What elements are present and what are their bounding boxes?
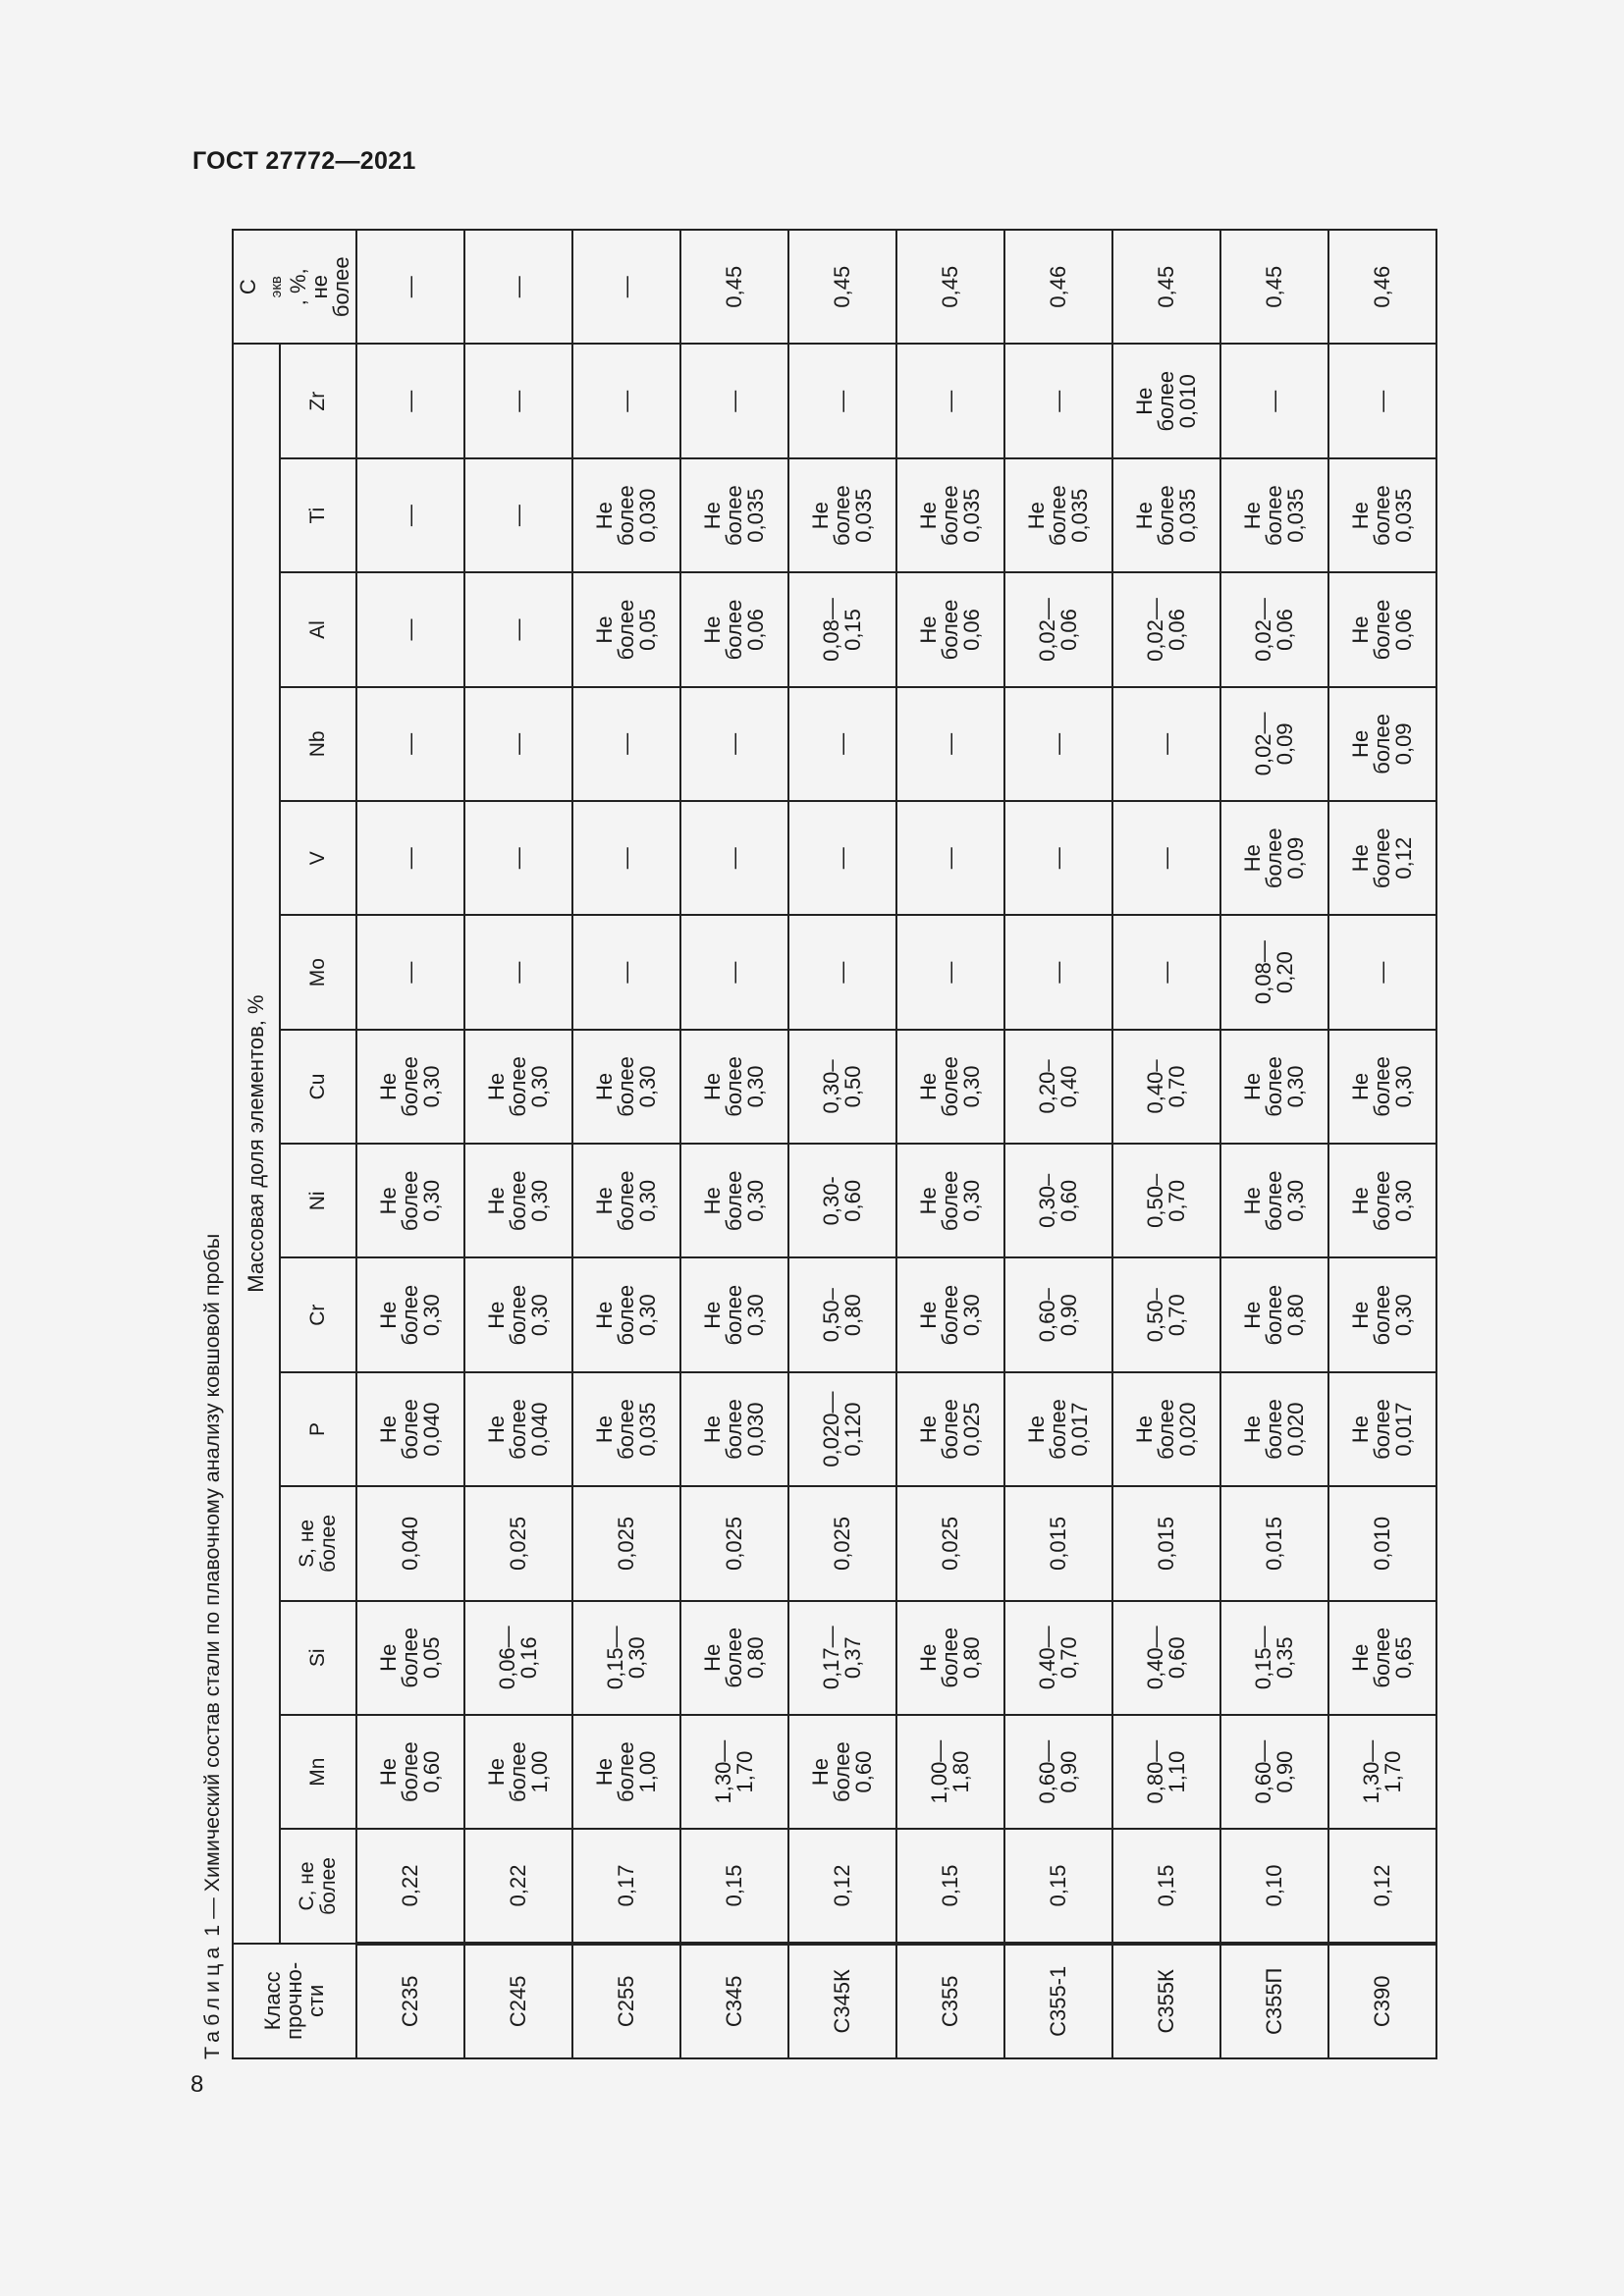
table-cell: Не более 0,30	[680, 1030, 788, 1144]
table-cell: Не более 0,035	[1328, 458, 1436, 572]
table-cell: 0,02— 0,09	[1220, 687, 1328, 801]
table-cell: 1,30— 1,70	[680, 1715, 788, 1829]
table-cell: 0,60— 0,90	[1004, 1715, 1112, 1829]
table-cell: Не более 0,30	[1328, 1030, 1436, 1144]
rotated-table-block	[200, 229, 1428, 2059]
table-cell: —	[356, 572, 464, 686]
chemical-composition-table	[232, 229, 1437, 2059]
table-cell: 0,025	[896, 1486, 1004, 1600]
steel-class-cell: С355	[896, 1944, 1004, 2058]
table-cell: 0,60– 0,90	[1004, 1257, 1112, 1371]
table-cell: 0,30– 0,50	[788, 1030, 896, 1144]
table-cell: Не более 0,06	[680, 572, 788, 686]
table-cell: 0,040	[356, 1486, 464, 1600]
table-cell: 0,15	[896, 1829, 1004, 1943]
table-row	[464, 230, 572, 2058]
table-cell: Не более 0,80	[1220, 1257, 1328, 1371]
table-cell: Не более 0,035	[788, 458, 896, 572]
table-cell: 0,015	[1112, 1486, 1220, 1600]
table-cell: —	[896, 801, 1004, 915]
column-group-mass-fraction: Массовая доля элементов, %	[233, 344, 280, 1943]
table-cell: Не более 0,035	[680, 458, 788, 572]
table-cell: 0,015	[1004, 1486, 1112, 1600]
table-cell: 0,02— 0,06	[1220, 572, 1328, 686]
column-header-p: P	[280, 1372, 356, 1486]
column-header-ceq: С $_{экв}$ , %, не более	[233, 230, 356, 344]
table-cell: —	[1328, 344, 1436, 458]
table-cell: Не более 0,60	[788, 1715, 896, 1829]
table-cell: 0,46	[1328, 230, 1436, 344]
table-cell: —	[1004, 915, 1112, 1029]
page-number: 8	[190, 2071, 204, 2098]
table-cell: 0,22	[464, 1829, 572, 1943]
table-cell: —	[464, 458, 572, 572]
table-cell: 1,30— 1,70	[1328, 1715, 1436, 1829]
table-cell: Не более 0,035	[1112, 458, 1220, 572]
table-cell: —	[788, 344, 896, 458]
table-cell: 0,60— 0,90	[1220, 1715, 1328, 1829]
table-cell: Не более 0,035	[1220, 458, 1328, 572]
steel-class-cell: С355П	[1220, 1944, 1328, 2058]
column-header-cu: Cu	[280, 1030, 356, 1144]
table-cell: Не более 0,040	[464, 1372, 572, 1486]
table-cell: Не более 0,30	[572, 1030, 680, 1144]
table-cell: Не более 0,30	[464, 1144, 572, 1257]
table-cell: 0,46	[1004, 230, 1112, 344]
table-cell: 0,30- 0,60	[788, 1144, 896, 1257]
table-cell: —	[1112, 915, 1220, 1029]
table-cell: Не более 0,040	[356, 1372, 464, 1486]
table-cell: 1,00— 1,80	[896, 1715, 1004, 1829]
table-cell: 0,025	[788, 1486, 896, 1600]
table-cell: Не более 1,00	[572, 1715, 680, 1829]
table-cell: —	[680, 687, 788, 801]
table-cell: Не более 0,020	[1220, 1372, 1328, 1486]
table-cell: 0,025	[572, 1486, 680, 1600]
table-cell: —	[356, 344, 464, 458]
table-cell: —	[1220, 344, 1328, 458]
table-cell: Не более 0,010	[1112, 344, 1220, 458]
column-header-s: S, не более	[280, 1486, 356, 1600]
table-cell: —	[356, 230, 464, 344]
steel-class-cell: С255	[572, 1944, 680, 2058]
table-cell: 0,80— 1,10	[1112, 1715, 1220, 1829]
document-header: ГОСТ 27772—2021	[192, 147, 416, 175]
table-cell: Не более 0,30	[464, 1030, 572, 1144]
table-cell: 0,20– 0,40	[1004, 1030, 1112, 1144]
table-row	[896, 230, 1004, 2058]
table-cell: —	[1112, 801, 1220, 915]
table-cell: 0,17— 0,37	[788, 1601, 896, 1715]
column-header-ni: Ni	[280, 1144, 356, 1257]
table-cell: Не более 0,06	[1328, 572, 1436, 686]
table-cell: Не более 0,30	[896, 1257, 1004, 1371]
table-cell: Не более 0,030	[680, 1372, 788, 1486]
table-cell: 0,45	[896, 230, 1004, 344]
table-cell: 0,08— 0,15	[788, 572, 896, 686]
column-header-si: Si	[280, 1601, 356, 1715]
table-row	[1328, 230, 1436, 2058]
table-cell: Не более 0,12	[1328, 801, 1436, 915]
table-cell: —	[680, 915, 788, 1029]
table-cell: Не более 0,017	[1328, 1372, 1436, 1486]
table-cell: 0,40— 0,70	[1004, 1601, 1112, 1715]
table-cell: Не более 0,30	[680, 1257, 788, 1371]
table-cell: —	[1004, 801, 1112, 915]
table-cell: —	[356, 458, 464, 572]
table-cell: Не более 0,30	[356, 1030, 464, 1144]
table-cell: Не более 0,017	[1004, 1372, 1112, 1486]
table-cell: —	[572, 801, 680, 915]
table-cell: —	[896, 915, 1004, 1029]
column-header-class: Класс прочно- сти	[233, 1944, 356, 2058]
table-cell: 0,15	[680, 1829, 788, 1943]
table-cell: 0,17	[572, 1829, 680, 1943]
table-cell: —	[788, 687, 896, 801]
table-cell: 0,15— 0,30	[572, 1601, 680, 1715]
column-header-mo: Mo	[280, 915, 356, 1029]
table-cell: 0,015	[1220, 1486, 1328, 1600]
table-caption	[200, 1234, 225, 2059]
table-cell: 0,10	[1220, 1829, 1328, 1943]
column-header-zr: Zr	[280, 344, 356, 458]
table-row	[680, 230, 788, 2058]
table-cell: Не более 0,025	[896, 1372, 1004, 1486]
table-cell: Не более 0,30	[1220, 1144, 1328, 1257]
table-cell: 0,020— 0,120	[788, 1372, 896, 1486]
table-cell: 0,40– 0,70	[1112, 1030, 1220, 1144]
steel-class-cell: С345	[680, 1944, 788, 2058]
table-cell: —	[788, 915, 896, 1029]
table-cell: —	[356, 915, 464, 1029]
table-cell: Не более 0,09	[1220, 801, 1328, 915]
table-cell: 0,15	[1112, 1829, 1220, 1943]
table-cell: Не более 0,80	[896, 1601, 1004, 1715]
column-header-cr: Cr	[280, 1257, 356, 1371]
table-row	[572, 230, 680, 2058]
steel-class-cell: С235	[356, 1944, 464, 2058]
table-cell: 0,45	[680, 230, 788, 344]
column-header-mn: Mn	[280, 1715, 356, 1829]
table-row	[788, 230, 896, 2058]
table-cell: 0,02— 0,06	[1112, 572, 1220, 686]
table-cell: Не более 0,035	[1004, 458, 1112, 572]
table-cell: Не более 0,05	[356, 1601, 464, 1715]
table-cell: Не более 0,09	[1328, 687, 1436, 801]
table-row	[1004, 230, 1112, 2058]
table-cell: Не более 0,30	[356, 1144, 464, 1257]
steel-class-cell: С390	[1328, 1944, 1436, 2058]
table-cell: Не более 0,80	[680, 1601, 788, 1715]
table-cell: 0,15	[1004, 1829, 1112, 1943]
table-cell: Не более 0,30	[1328, 1144, 1436, 1257]
table-cell: —	[1004, 687, 1112, 801]
table-cell: Не более 0,035	[896, 458, 1004, 572]
table-cell: —	[356, 687, 464, 801]
table-cell: —	[896, 687, 1004, 801]
table-cell: Не более 0,030	[572, 458, 680, 572]
steel-class-cell: С355-1	[1004, 1944, 1112, 2058]
table-cell: 0,025	[680, 1486, 788, 1600]
table-cell: Не более 0,30	[896, 1144, 1004, 1257]
table-cell: —	[464, 230, 572, 344]
table-cell: —	[572, 915, 680, 1029]
table-cell: 0,15— 0,35	[1220, 1601, 1328, 1715]
table-cell: 0,02— 0,06	[1004, 572, 1112, 686]
table-cell: Не более 0,30	[1220, 1030, 1328, 1144]
table-row	[1220, 230, 1328, 2058]
table-cell: —	[356, 801, 464, 915]
table-cell: —	[464, 915, 572, 1029]
table-cell: —	[572, 687, 680, 801]
caption-title: 1 — Химический состав стали по плавочному анализу ковшовой пробы	[200, 1233, 224, 1943]
column-header-al: Al	[280, 572, 356, 686]
table-cell: —	[1112, 687, 1220, 801]
table-cell: Не более 0,020	[1112, 1372, 1220, 1486]
table-cell: 0,40— 0,60	[1112, 1601, 1220, 1715]
table-cell: —	[464, 344, 572, 458]
table-cell: 0,45	[1220, 230, 1328, 344]
column-header-ti: Ti	[280, 458, 356, 572]
table-cell: —	[896, 344, 1004, 458]
column-header-c: С, не более	[280, 1829, 356, 1943]
table-cell: Не более 0,06	[896, 572, 1004, 686]
table-cell: Не более 0,30	[572, 1257, 680, 1371]
table-cell: 0,50– 0,80	[788, 1257, 896, 1371]
table-cell: —	[1004, 344, 1112, 458]
table-row	[1112, 230, 1220, 2058]
table-cell: Не более 0,60	[356, 1715, 464, 1829]
table-cell: —	[680, 801, 788, 915]
table-cell: —	[572, 344, 680, 458]
table-row	[356, 230, 464, 2058]
table-cell: 0,08— 0,20	[1220, 915, 1328, 1029]
table-cell: 0,06— 0,16	[464, 1601, 572, 1715]
table-cell: Не более 1,00	[464, 1715, 572, 1829]
table-cell: 0,45	[1112, 230, 1220, 344]
table-cell: 0,12	[1328, 1829, 1436, 1943]
table-cell: 0,22	[356, 1829, 464, 1943]
steel-class-cell: С355К	[1112, 1944, 1220, 2058]
table-cell: 0,45	[788, 230, 896, 344]
table-cell: Не более 0,035	[572, 1372, 680, 1486]
caption-label: Таблица	[200, 1942, 224, 2059]
table-cell: Не более 0,30	[680, 1144, 788, 1257]
table-cell: Не более 0,05	[572, 572, 680, 686]
table-cell: —	[680, 344, 788, 458]
table-cell: Не более 0,30	[464, 1257, 572, 1371]
table-cell: Не более 0,65	[1328, 1601, 1436, 1715]
table-cell: —	[1328, 915, 1436, 1029]
table-cell: 0,50– 0,70	[1112, 1144, 1220, 1257]
table-cell: Не более 0,30	[356, 1257, 464, 1371]
table-cell: 0,12	[788, 1829, 896, 1943]
table-cell: 0,025	[464, 1486, 572, 1600]
table-cell: Не более 0,30	[572, 1144, 680, 1257]
table-cell: —	[572, 230, 680, 344]
table-cell: 0,50– 0,70	[1112, 1257, 1220, 1371]
table-cell: —	[464, 572, 572, 686]
steel-class-cell: С245	[464, 1944, 572, 2058]
table-cell: Не более 0,30	[1328, 1257, 1436, 1371]
table-cell: —	[464, 687, 572, 801]
table-cell: 0,010	[1328, 1486, 1436, 1600]
table-cell: —	[464, 801, 572, 915]
table-cell: 0,30– 0,60	[1004, 1144, 1112, 1257]
column-header-nb: Nb	[280, 687, 356, 801]
column-header-v: V	[280, 801, 356, 915]
steel-class-cell: С345К	[788, 1944, 896, 2058]
table-cell: —	[788, 801, 896, 915]
table-cell: Не более 0,30	[896, 1030, 1004, 1144]
